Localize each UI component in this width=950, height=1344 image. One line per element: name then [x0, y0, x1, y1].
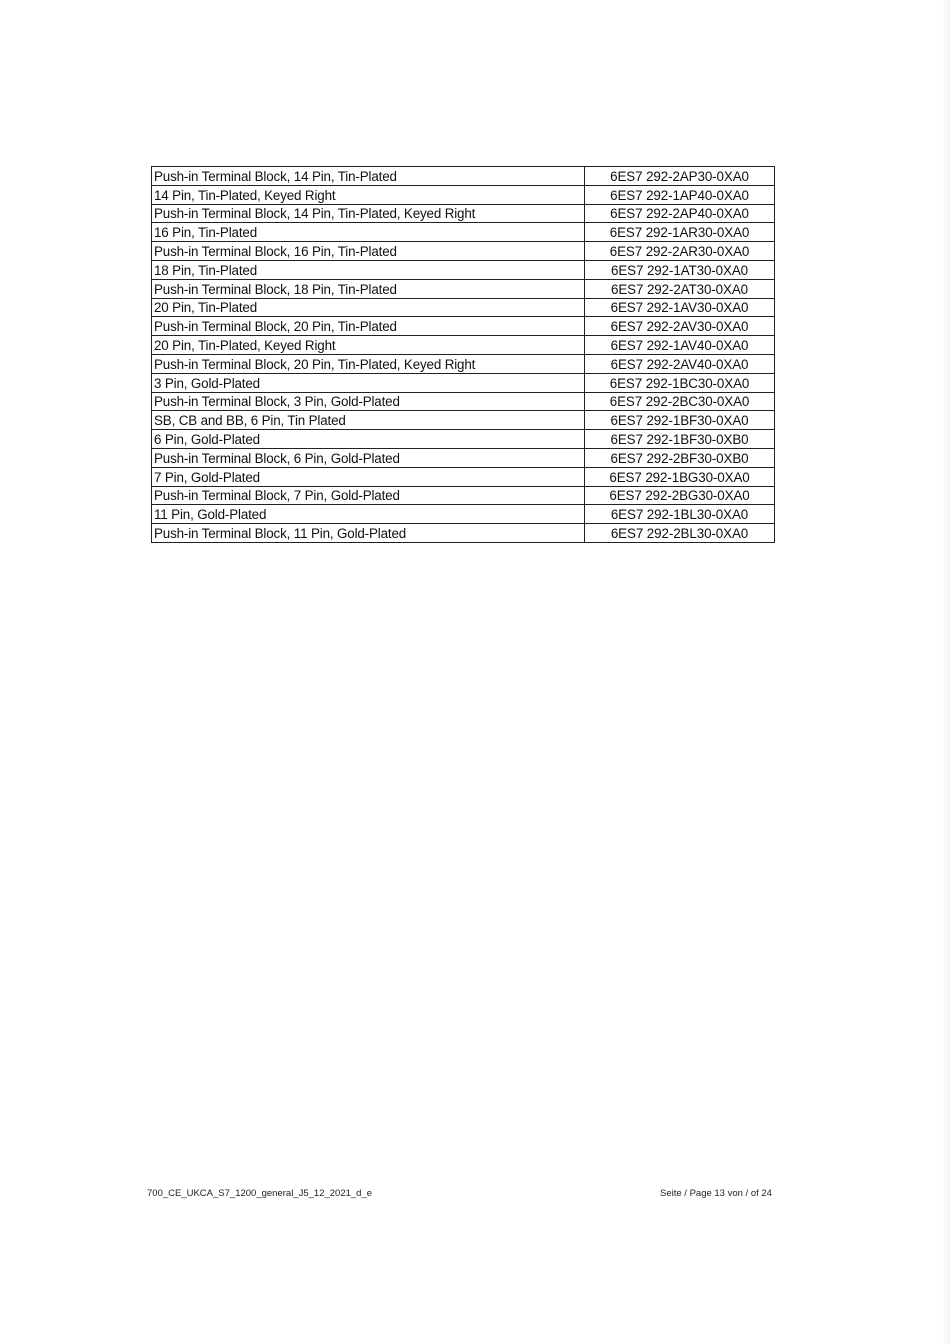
table-row: [152, 185, 775, 204]
part-number-cell: 6ES7 292-1AV30-0XA0: [585, 298, 775, 317]
part-description-cell: SB, CB and BB, 6 Pin, Tin Plated: [152, 411, 585, 430]
part-description-cell: Push-in Terminal Block, 20 Pin, Tin-Plated, Keyed Right: [152, 354, 585, 373]
part-description-cell: Push-in Terminal Block, 20 Pin, Tin-Plated: [152, 317, 585, 336]
part-description-cell: Push-in Terminal Block, 7 Pin, Gold-Plated: [152, 486, 585, 505]
part-number-cell: 6ES7 292-2BL30-0XA0: [585, 524, 775, 543]
part-description-cell: Push-in Terminal Block, 16 Pin, Tin-Plated: [152, 242, 585, 261]
table-row: [152, 298, 775, 317]
part-description-cell: 3 Pin, Gold-Plated: [152, 373, 585, 392]
table-row: [152, 279, 775, 298]
table-row: [152, 392, 775, 411]
parts-table: [151, 166, 775, 543]
table-row: [152, 242, 775, 261]
part-number-cell: 6ES7 292-2BF30-0XB0: [585, 448, 775, 467]
table-row: [152, 467, 775, 486]
footer-document-id: 700_CE_UKCA_S7_1200_general_J5_12_2021_d_e: [147, 1188, 373, 1199]
table-row: [152, 223, 775, 242]
part-number-cell: 6ES7 292-2BG30-0XA0: [585, 486, 775, 505]
part-number-cell: 6ES7 292-2AV40-0XA0: [585, 354, 775, 373]
part-number-cell: 6ES7 292-1AP40-0XA0: [585, 185, 775, 204]
part-number-cell: 6ES7 292-1BF30-0XA0: [585, 411, 775, 430]
table-row: [152, 448, 775, 467]
table-row: [152, 505, 775, 524]
footer-page-number: Seite / Page 13 von / of 24: [660, 1188, 772, 1199]
table-row: [152, 373, 775, 392]
part-number-cell: 6ES7 292-1BG30-0XA0: [585, 467, 775, 486]
table-row: [152, 167, 775, 186]
part-description-cell: Push-in Terminal Block, 14 Pin, Tin-Plated: [152, 167, 585, 186]
part-description-cell: 6 Pin, Gold-Plated: [152, 430, 585, 449]
part-description-cell: Push-in Terminal Block, 18 Pin, Tin-Plated: [152, 279, 585, 298]
table-row: [152, 354, 775, 373]
parts-table-body: [152, 167, 775, 543]
table-row: [152, 317, 775, 336]
part-description-cell: 20 Pin, Tin-Plated: [152, 298, 585, 317]
part-number-cell: 6ES7 292-2AP30-0XA0: [585, 167, 775, 186]
part-description-cell: 7 Pin, Gold-Plated: [152, 467, 585, 486]
part-number-cell: 6ES7 292-1BC30-0XA0: [585, 373, 775, 392]
part-description-cell: Push-in Terminal Block, 6 Pin, Gold-Plated: [152, 448, 585, 467]
table-row: [152, 486, 775, 505]
part-number-cell: 6ES7 292-2AT30-0XA0: [585, 279, 775, 298]
part-description-cell: Push-in Terminal Block, 11 Pin, Gold-Plated: [152, 524, 585, 543]
part-description-cell: 18 Pin, Tin-Plated: [152, 260, 585, 279]
table-row: [152, 411, 775, 430]
part-description-cell: 20 Pin, Tin-Plated, Keyed Right: [152, 336, 585, 355]
part-number-cell: 6ES7 292-1AT30-0XA0: [585, 260, 775, 279]
table-row: [152, 524, 775, 543]
part-number-cell: 6ES7 292-2BC30-0XA0: [585, 392, 775, 411]
part-number-cell: 6ES7 292-1BF30-0XB0: [585, 430, 775, 449]
part-number-cell: 6ES7 292-2AR30-0XA0: [585, 242, 775, 261]
part-description-cell: Push-in Terminal Block, 14 Pin, Tin-Plated, Keyed Right: [152, 204, 585, 223]
part-number-cell: 6ES7 292-2AV30-0XA0: [585, 317, 775, 336]
table-row: [152, 260, 775, 279]
part-number-cell: 6ES7 292-1AV40-0XA0: [585, 336, 775, 355]
part-description-cell: 16 Pin, Tin-Plated: [152, 223, 585, 242]
part-number-cell: 6ES7 292-2AP40-0XA0: [585, 204, 775, 223]
part-description-cell: Push-in Terminal Block, 3 Pin, Gold-Plated: [152, 392, 585, 411]
part-description-cell: 11 Pin, Gold-Plated: [152, 505, 585, 524]
page-edge-shadow: [942, 0, 950, 1344]
part-number-cell: 6ES7 292-1BL30-0XA0: [585, 505, 775, 524]
part-description-cell: 14 Pin, Tin-Plated, Keyed Right: [152, 185, 585, 204]
table-row: [152, 204, 775, 223]
table-row: [152, 336, 775, 355]
table-row: [152, 430, 775, 449]
part-number-cell: 6ES7 292-1AR30-0XA0: [585, 223, 775, 242]
